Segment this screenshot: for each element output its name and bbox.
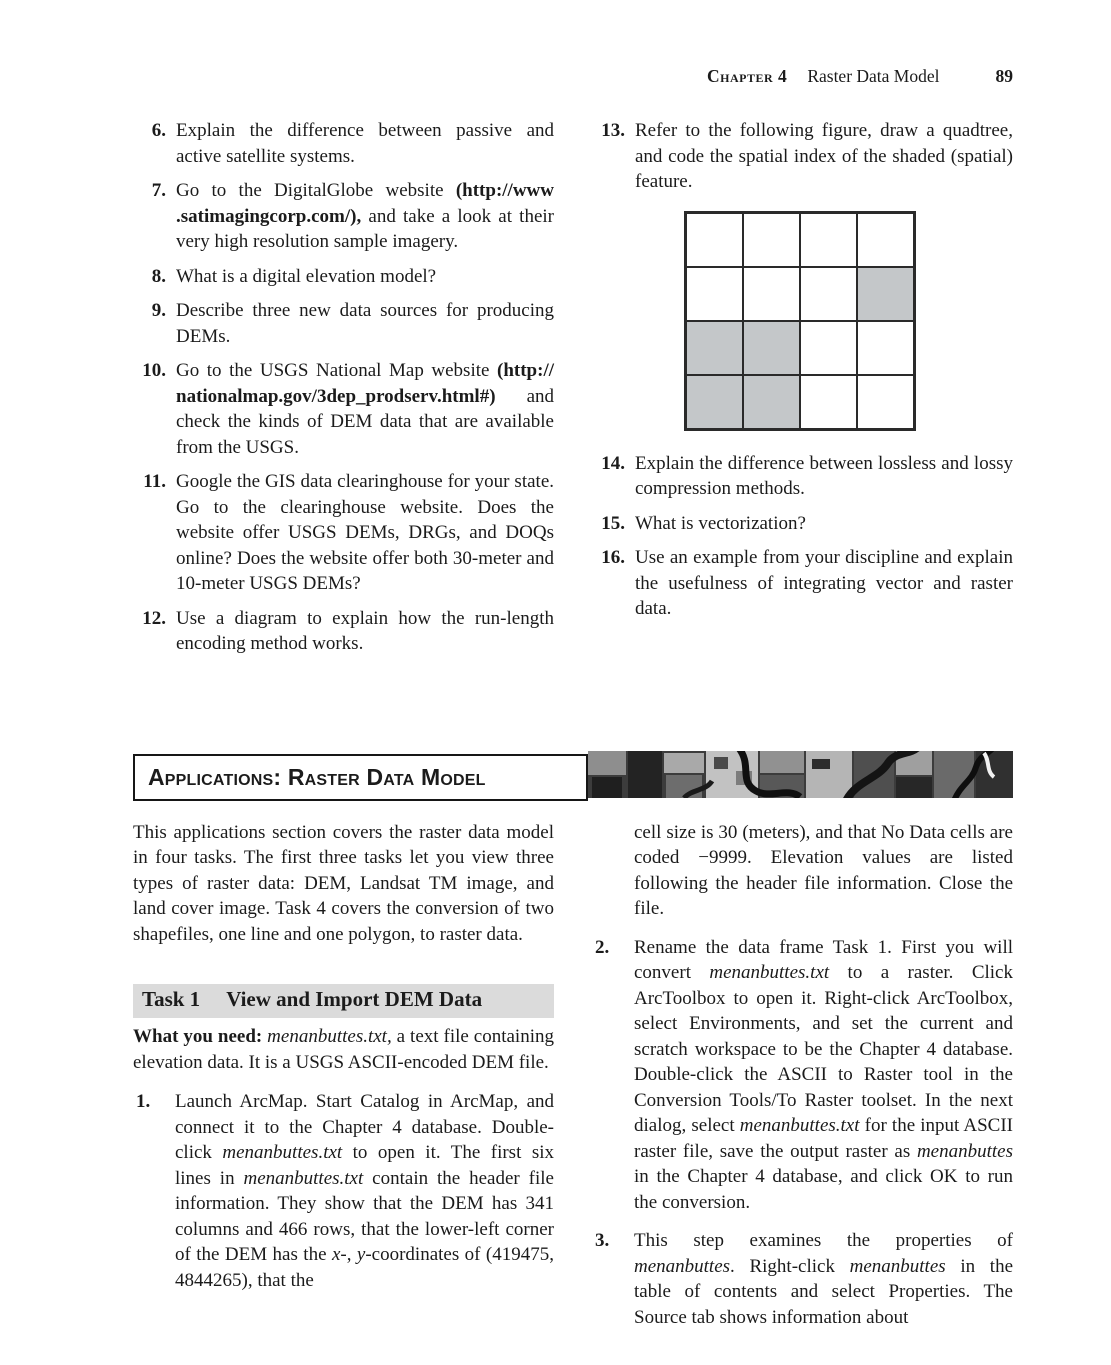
grid-cell-shaded: [686, 321, 743, 375]
text-segment: menanbuttes.txt: [709, 962, 830, 983]
grid-cell: [743, 213, 800, 267]
question-text: [176, 358, 554, 460]
text-segment: Explain the difference between passive and active satellite systems.: [176, 120, 554, 167]
questions-right-column: [592, 118, 1013, 666]
text-segment: to open it. The first six lines in: [175, 1142, 554, 1189]
applications-right-column: [592, 820, 1013, 1331]
grid-cell: [800, 267, 857, 321]
question-text: [176, 606, 554, 657]
running-header: [133, 66, 1013, 86]
step-text: [634, 935, 1013, 1216]
grid-cell: [743, 267, 800, 321]
applications-body: [133, 820, 1013, 1331]
text-segment: -,: [340, 1244, 357, 1265]
question-item: [133, 469, 554, 597]
banner-satellite-image: [588, 751, 1013, 798]
text-segment: . Right-click: [730, 1255, 850, 1277]
text-segment: menanbuttes.txt: [739, 1115, 860, 1136]
question-item: [592, 118, 1013, 195]
text-segment: Launch ArcMap. Start Catalog in ArcMap, and connect it to the Chapter 4 database. Double-click: [175, 1091, 554, 1163]
step1-continuation: [592, 820, 1013, 922]
question-number: 6.: [151, 120, 166, 141]
text-segment: What you need:: [133, 1026, 268, 1047]
question-number: 15.: [601, 512, 625, 534]
question-item: [592, 451, 1013, 502]
question-text: [176, 469, 554, 597]
questions-left-column: [133, 118, 554, 666]
question-number: 16.: [601, 547, 625, 568]
grid-cell-shaded: [686, 375, 743, 429]
chapter-label: Chapter 4: [707, 66, 788, 86]
page-number: 89: [995, 66, 1013, 86]
task1-heading: [133, 984, 554, 1018]
applications-intro: [133, 820, 554, 948]
question-number: 11.: [143, 471, 166, 492]
text-segment: contain the header file information. They show that the DEM has 341 columns and 466 rows, that the lower-left corner of the DEM has the: [175, 1167, 554, 1265]
question-text: [176, 178, 554, 255]
text-segment: y: [356, 1244, 366, 1265]
text-segment: a text file containing elevation data. It is a USGS ASCII-encoded DEM file.: [133, 1026, 554, 1073]
grid-cell-shaded: [743, 375, 800, 429]
task1-steps-left: [133, 1089, 554, 1293]
text-segment: Refer to the following figure, draw a quadtree, and code the spatial index of the shaded (spatial) feature.: [635, 120, 1013, 192]
grid-cell: [686, 267, 743, 321]
grid-cell: [800, 375, 857, 429]
text-segment: menanbuttes: [916, 1140, 1013, 1162]
grid-cell-shaded: [857, 267, 914, 321]
text-segment: Rename the data frame Task 1. First you will convert: [634, 936, 1013, 983]
question-item: [133, 178, 554, 255]
question-number: 10.: [142, 360, 166, 381]
step-item: [133, 1089, 554, 1293]
text-segment: Go to the USGS National Map website: [176, 360, 497, 381]
text-segment: Go to the DigitalGlobe website: [176, 180, 456, 201]
question-number: 13.: [601, 120, 625, 141]
question-text: [176, 298, 554, 349]
text-segment: Use a diagram to explain how the run-length encoding method works.: [176, 607, 554, 654]
grid-cell: [800, 213, 857, 267]
step-number: 2.: [595, 936, 610, 958]
text-segment: -coordinates of (419475, 4844265), that the: [175, 1244, 555, 1291]
question-number: 8.: [151, 265, 166, 287]
text-segment: Describe three new data sources for producing DEMs.: [176, 300, 554, 347]
text-segment: This step examines the properties of: [634, 1230, 1013, 1251]
step-item: [592, 935, 1013, 1216]
applications-section-title: Applications: Raster Data Model: [133, 754, 588, 801]
grid-cell: [800, 321, 857, 375]
text-segment: to a raster. Click ArcToolbox to open it. Right-click ArcToolbox, select Environments, and set the current and scratch workspace to be the Chapter 4 database. Double-click the ASCII to Raster tool in the Conversion Tools/To Raster toolset. In the next dialog, select: [634, 962, 1013, 1136]
step-item: [592, 1228, 1013, 1330]
review-questions: [133, 118, 1013, 666]
question-item: [133, 606, 554, 657]
text-segment: menanbuttes.txt: [243, 1167, 364, 1189]
text-segment: (http://​nationalmap.gov/3dep_prodserv.html#): [176, 360, 554, 407]
question-number: 9.: [151, 300, 166, 321]
text-segment: menanbuttes: [849, 1255, 946, 1277]
question-number: 7.: [151, 180, 166, 201]
step-number: 3.: [595, 1230, 610, 1251]
satellite-image-graphic: [588, 751, 1013, 798]
question-text: [635, 451, 1013, 502]
text-segment: What is vectorization?: [635, 512, 806, 534]
question-item: [592, 511, 1013, 537]
text-segment: in the table of contents and select Properties. The Source tab shows information about: [634, 1255, 1013, 1328]
applications-section-banner: [133, 754, 1013, 801]
question-item: [133, 264, 554, 290]
grid-cell-shaded: [743, 321, 800, 375]
question-text: [635, 545, 1013, 622]
question-number: 14.: [601, 452, 625, 474]
question-text: [635, 511, 1013, 537]
task1-label: Task 1: [142, 987, 201, 1011]
text-segment: in the Chapter 4 database, and click OK to run the conversion.: [634, 1166, 1013, 1213]
task1-title: View and Import DEM Data: [226, 987, 483, 1011]
step-number: 1.: [136, 1091, 151, 1112]
task1-steps-right: [592, 935, 1013, 1331]
questions-14-16-block: [592, 451, 1013, 622]
text-segment: Use an example from your discipline and explain the usefulness of integrating vector and raster data.: [635, 547, 1013, 619]
grid-cell: [857, 375, 914, 429]
step-text: [634, 1228, 1013, 1330]
question-item: [133, 298, 554, 349]
question-item: [592, 545, 1013, 622]
grid-cell: [857, 213, 914, 267]
text-segment: What is a digital elevation model?: [176, 265, 437, 287]
quadtree-grid: [684, 211, 916, 431]
question-text: [176, 118, 554, 169]
chapter-title: Raster Data Model: [807, 66, 940, 86]
text-segment: menanbuttes.txt: [222, 1142, 343, 1163]
text-segment: This applications section covers the raster data model in four tasks. The first three tasks let you view three types of raster data: DEM, Landsat TM image, and land cover image. Task 4 covers the conversion of two shapefiles, one line and one polygon, to raster data.: [133, 821, 554, 945]
question-number: 12.: [142, 607, 166, 629]
text-segment: Explain the difference between lossless and lossy compression methods.: [635, 452, 1013, 499]
grid-cell: [857, 321, 914, 375]
text-segment: menanbuttes: [634, 1255, 731, 1277]
text-segment: Google the GIS data clearinghouse for your state. Go to the clearinghouse website. Does the website offer USGS DEMs, DRGs, and DOQs online? Does the website offer both 30-meter and 10-meter USGS DEMs?: [176, 471, 554, 594]
question-13-block: [592, 118, 1013, 195]
applications-left-column: [133, 820, 554, 1331]
text-segment: and take a look at their very high resolution sample imagery.: [176, 205, 554, 252]
text-segment: (http://www​.satimagingcorp.com/),: [176, 180, 554, 227]
question-item: [133, 118, 554, 169]
text-segment: x: [331, 1244, 341, 1265]
question-text: [176, 264, 554, 290]
text-segment: for the input ASCII raster file, save the output raster as: [634, 1115, 1013, 1162]
text-segment: and check the kinds of DEM data that are available from the USGS.: [176, 385, 554, 458]
question-item: [133, 358, 554, 460]
text-segment: menanbuttes.txt,: [267, 1026, 392, 1047]
question-text: [635, 118, 1013, 195]
grid-cell: [686, 213, 743, 267]
step-text: [175, 1089, 554, 1293]
what-you-need: [133, 1024, 554, 1075]
text-segment: cell size is 30 (meters), and that No Data cells are coded −9999. Elevation values are listed following the header file information. Close the file.: [634, 821, 1013, 919]
